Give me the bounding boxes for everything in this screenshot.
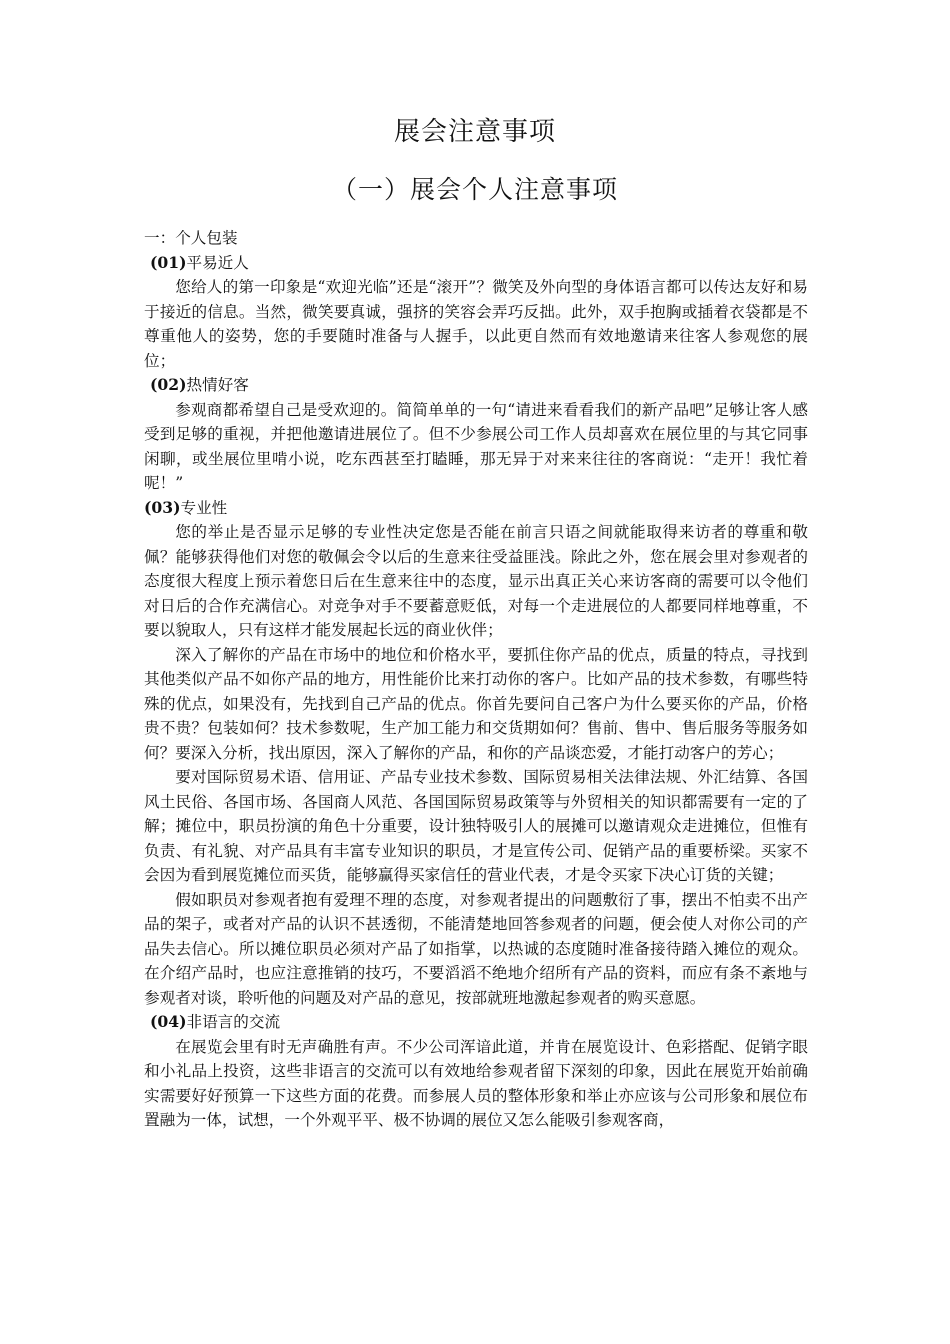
paragraph: 您的举止是否显示足够的专业性决定您是否能在前言只语之间就能取得来访者的尊重和敬佩？能够获得他们对您的敬佩会令以后的生意来往受益匪浅。除此之外，您在展会里对参观者的态度很大程度上预示着您日后在生意来往中的态度，显示出真正关心来访客商的需要可以令他们对日后的合作充满信心。对竞争对手不要蓄意贬低，对每一个走进展位的人都要同样地尊重，不要以貌取人，只有这样才能发展起长远的商业伙伴； bbox=[144, 523, 808, 639]
item-heading-01 bbox=[144, 251, 808, 276]
item-heading-04 bbox=[144, 1010, 808, 1035]
item-title: 非语言的交流 bbox=[186, 1013, 281, 1031]
document-title: 展会注意事项 bbox=[393, 117, 556, 147]
item-number: (04) bbox=[150, 1012, 187, 1031]
item-heading-03 bbox=[144, 496, 808, 521]
item-heading-02 bbox=[144, 373, 808, 398]
section-heading: 一：个人包装 bbox=[144, 229, 238, 247]
item-number: (03) bbox=[144, 497, 181, 517]
paragraph: 您给人的第一印象是“欢迎光临”还是“滚开”？微笑及外向型的身体语言都可以传达友好和易于接近的信息。当然，微笑要真诚，强挤的笑容会弄巧反拙。此外，双手抱胸或插着衣袋都是不尊重他人的姿势，您的手要随时准备与人握手，以此更自然而有效地邀请来往客人参观您的展位； bbox=[144, 278, 808, 370]
item-number: (01) bbox=[150, 252, 187, 272]
paragraph: 参观商都希望自己是受欢迎的。简简单单的一句“请进来看看我们的新产品吧”足够让客人感受到足够的重视，并把他邀请进展位了。但不少参展公司工作人员却喜欢在展位里的与其它同事闲聊，或坐展位里啃小说，吃东西甚至打瞌睡，那无异于对来来往往的客商说：“走开！我忙着呢！” bbox=[144, 400, 808, 492]
paragraph: 要对国际贸易术语、信用证、产品专业技术参数、国际贸易相关法律法规、外汇结算、各国风土民俗、各国市场、各国商人风范、各国国际贸易政策等与外贸相关的知识都需要有一定的了解；摊位中，职员扮演的角色十分重要，设计独特吸引人的展摊可以邀请观众走进摊位，但惟有负责、有礼貌、对产品具有丰富专业知识的职员，才是宣传公司、促销产品的重要桥梁。买家不会因为看到展览摊位而买货，能够赢得买家信任的营业代表，才是令买家下决心订货的关键； bbox=[144, 768, 808, 884]
item-title: 专业性 bbox=[180, 498, 228, 517]
paragraph: 深入了解你的产品在市场中的地位和价格水平，要抓住你产品的优点，质量的特点，寻找到其他类似产品不如你产品的地方，用性能价比来打动你的客户。比如产品的技术参数，有哪些特殊的优点，如果没有，先找到自己产品的优点。你首先要问自己客户为什么要买你的产品，价格贵不贵？包装如何？技术参数呢，生产加工能力和交货期如何？售前、售中、售后服务等服务如何？要深入分析，找出原因，深入了解你的产品，和你的产品谈恋爱，才能打动客户的芳心； bbox=[144, 645, 808, 762]
paragraph: 假如职员对参观者抱有爱理不理的态度，对参观者提出的问题敷衍了事，摆出不怕卖不出产品的架子，或者对产品的认识不甚透彻，不能清楚地回答参观者的问题，便会使人对你公司的产品失去信心。所以摊位职员必须对产品了如指掌，以热诚的态度随时准备接待踏入摊位的观众。在介绍产品时，也应注意推销的技巧，不要滔滔不绝地介绍所有产品的资料，而应有条不紊地与参观者对谈，聆听他的问题及对产品的意见，按部就班地激起参观者的购买意愿。 bbox=[144, 890, 808, 1007]
document-subtitle: （一）展会个人注意事项 bbox=[331, 175, 618, 204]
document-body bbox=[144, 226, 808, 1133]
item-number: (02) bbox=[150, 375, 187, 394]
paragraph: 在展览会里有时无声确胜有声。不少公司浑谙此道，并肯在展览设计、色彩搭配、促销字眼和小礼品上投资，这些非语言的交流可以有效地给参观者留下深刻的印象，因此在展览开始前确实需要好好预算一下这些方面的花费。而参展人员的整体形象和举止亦应该与公司形象和展位布置融为一体，试想，一个外观平平、极不协调的展位又怎么能吸引参观客商， bbox=[144, 1037, 808, 1129]
item-title: 平易近人 bbox=[186, 253, 249, 272]
item-title: 热情好客 bbox=[186, 376, 249, 394]
